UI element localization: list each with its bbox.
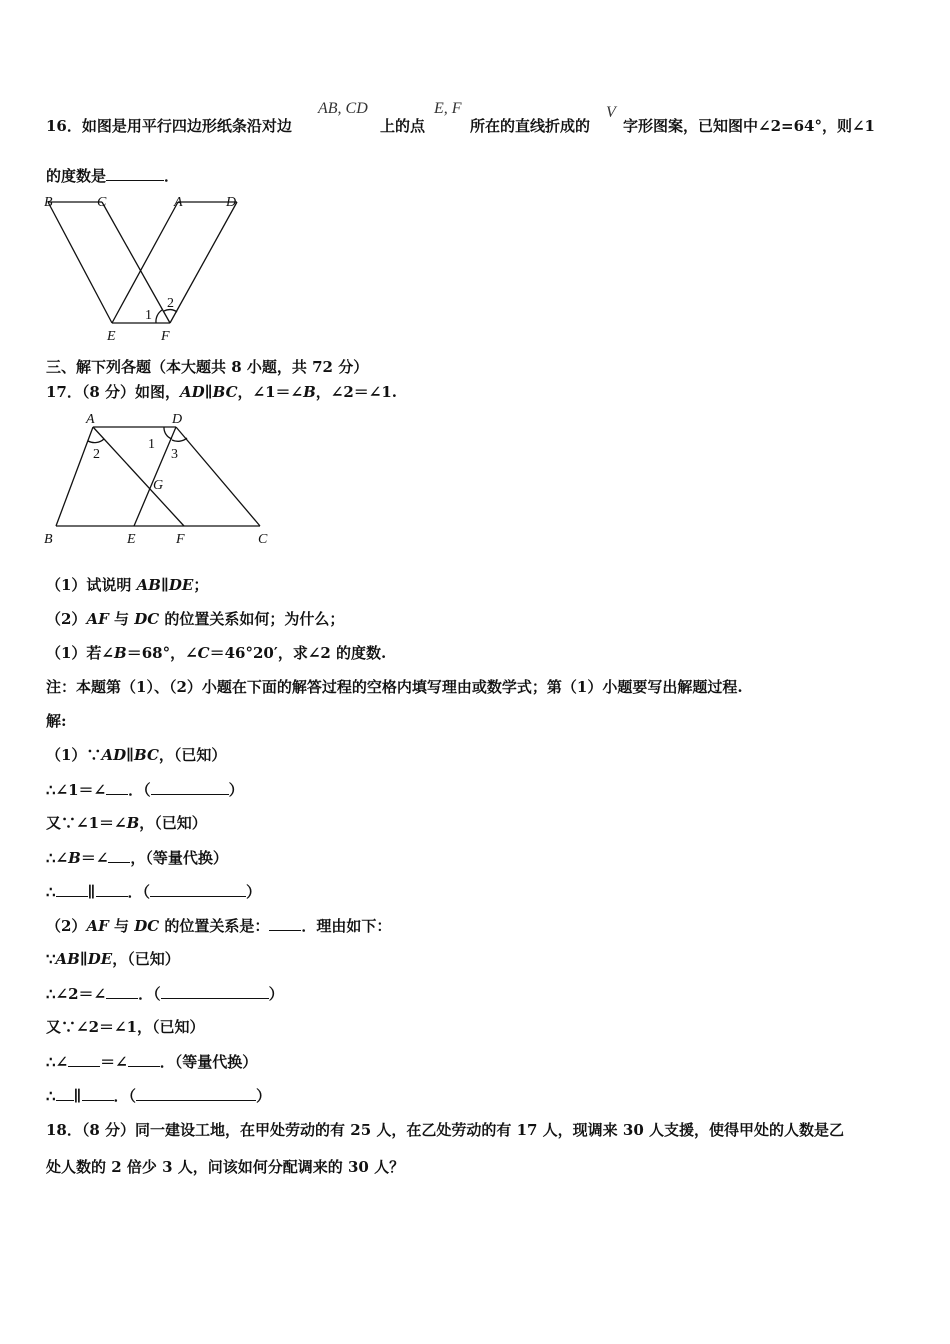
blank-s2-reason[interactable] — [151, 779, 229, 795]
q17-angle-arc-d3 — [172, 438, 187, 441]
q16-edge-be — [48, 202, 112, 323]
q17-label-f: F — [176, 532, 185, 547]
q17-step4: ∴∠B＝∠ ，（等量代换） — [46, 849, 228, 867]
q17-step10: ∴∠ ＝∠ ．（等量代换） — [46, 1053, 258, 1071]
q17-label-d: D — [172, 412, 183, 427]
q18-line1: 18．（8 分）同一建设工地，在甲处劳动的有 25 人，在乙处劳动的有 17 人，现调来 30 人支援，使得甲处的人数是乙 — [46, 1121, 844, 1139]
q17-label-g: G — [153, 478, 164, 493]
q16-label-b: B — [44, 195, 53, 210]
q16-text-d: 字形图案，已知图中∠2=64°，则∠1 — [623, 117, 875, 135]
q16-angle-arc — [156, 310, 162, 323]
q17-edge-dc — [176, 427, 260, 526]
q17-step11: ∴ ∥ ．（ ） — [46, 1087, 272, 1105]
q16-edge-ce — [102, 202, 170, 323]
q17-step6: （2）AF 与 DC 的位置关系是： ．理由如下： — [46, 917, 392, 935]
q17-label-angle1: 1 — [148, 437, 155, 452]
q16-label-c: C — [97, 195, 107, 210]
q17-step3: 又∵∠1＝∠B，（已知） — [46, 814, 207, 832]
blank-s6-relation[interactable] — [269, 915, 301, 931]
blank-s5-line1[interactable] — [56, 881, 88, 897]
q18-line2: 处人数的 2 倍少 3 人，问该如何分配调来的 30 人？ — [46, 1158, 405, 1176]
blank-s11-line1[interactable] — [56, 1085, 74, 1101]
q16-edge-df — [170, 202, 237, 323]
q16-label-angle1: 1 — [145, 308, 152, 323]
blank-s11-line2[interactable] — [82, 1085, 114, 1101]
blank-s11-reason[interactable] — [136, 1085, 256, 1101]
q17-step1: （1）∵AD∥BC，（已知） — [46, 746, 227, 764]
q16-answer-blank[interactable] — [106, 165, 164, 181]
q16-math-v: V — [606, 104, 616, 121]
q17-label-c: C — [258, 532, 268, 547]
q16-line2: 的度数是 ． — [46, 167, 180, 185]
blank-s10-angle1[interactable] — [68, 1051, 100, 1067]
q16-label-angle2: 2 — [167, 296, 174, 311]
q17-label-e: E — [127, 532, 136, 547]
q17-part3: （1）若∠B＝68°，∠C＝46°20′，求∠2 的度数. — [46, 644, 387, 662]
blank-s5-line2[interactable] — [96, 881, 128, 897]
q17-step5: ∴ ∥ ．（ ） — [46, 883, 262, 901]
section3-heading: 三、解下列各题（本大题共 8 小题，共 72 分） — [46, 358, 369, 376]
q16-label-e: E — [107, 329, 116, 344]
q17-label-b: B — [44, 532, 53, 547]
q17-step9: 又∵∠2＝∠1，（已知） — [46, 1018, 205, 1036]
blank-s2-angle[interactable] — [106, 779, 128, 795]
q17-step7: ∵AB∥DE，（已知） — [46, 950, 180, 968]
q17-step8: ∴∠2＝∠ ．（ ） — [46, 985, 284, 1003]
q17-angle-arc-a — [88, 439, 104, 443]
q17-note: 注：本题第（1）、（2）小题在下面的解答过程的空格内填写理由或数学式；第（1）小题要写出解题过程. — [46, 678, 743, 696]
q17-step2: ∴∠1＝∠ ．（ ） — [46, 781, 244, 799]
blank-s8-reason[interactable] — [161, 983, 269, 999]
q17-label-angle3: 3 — [171, 447, 178, 462]
blank-s8-angle[interactable] — [106, 983, 138, 999]
q16-text-b: 上的点 — [380, 117, 426, 135]
q17-figure — [40, 405, 280, 555]
blank-s4-angle[interactable] — [108, 847, 130, 863]
q17-stem: 17．（8 分）如图，AD∥BC，∠1＝∠B，∠2＝∠1. — [46, 383, 398, 401]
q16-label-a: A — [174, 195, 183, 210]
q17-edge-ab — [56, 427, 93, 526]
q17-solution-label: 解: — [46, 712, 67, 730]
q16-label-d: D — [226, 195, 237, 210]
q16-label-f: F — [161, 329, 170, 344]
blank-s5-reason[interactable] — [150, 881, 246, 897]
blank-s10-angle2[interactable] — [128, 1051, 160, 1067]
q17-label-a: A — [86, 412, 95, 427]
q16-text-c: 所在的直线折成的 — [470, 117, 591, 135]
q17-part1: （1）试说明 AB∥DE； — [46, 576, 209, 594]
q16-line1: 16．如图是用平行四边形纸条沿对边 — [46, 117, 292, 135]
q17-part2: （2）AF 与 DC 的位置关系如何；为什么； — [46, 610, 345, 628]
q17-label-angle2: 2 — [93, 447, 100, 462]
q16-math-ab-cd: AB, CD — [318, 100, 368, 117]
q16-figure — [40, 190, 260, 350]
q16-math-e-f: E, F — [434, 100, 462, 117]
q17-angle-arc-d1 — [164, 427, 172, 439]
